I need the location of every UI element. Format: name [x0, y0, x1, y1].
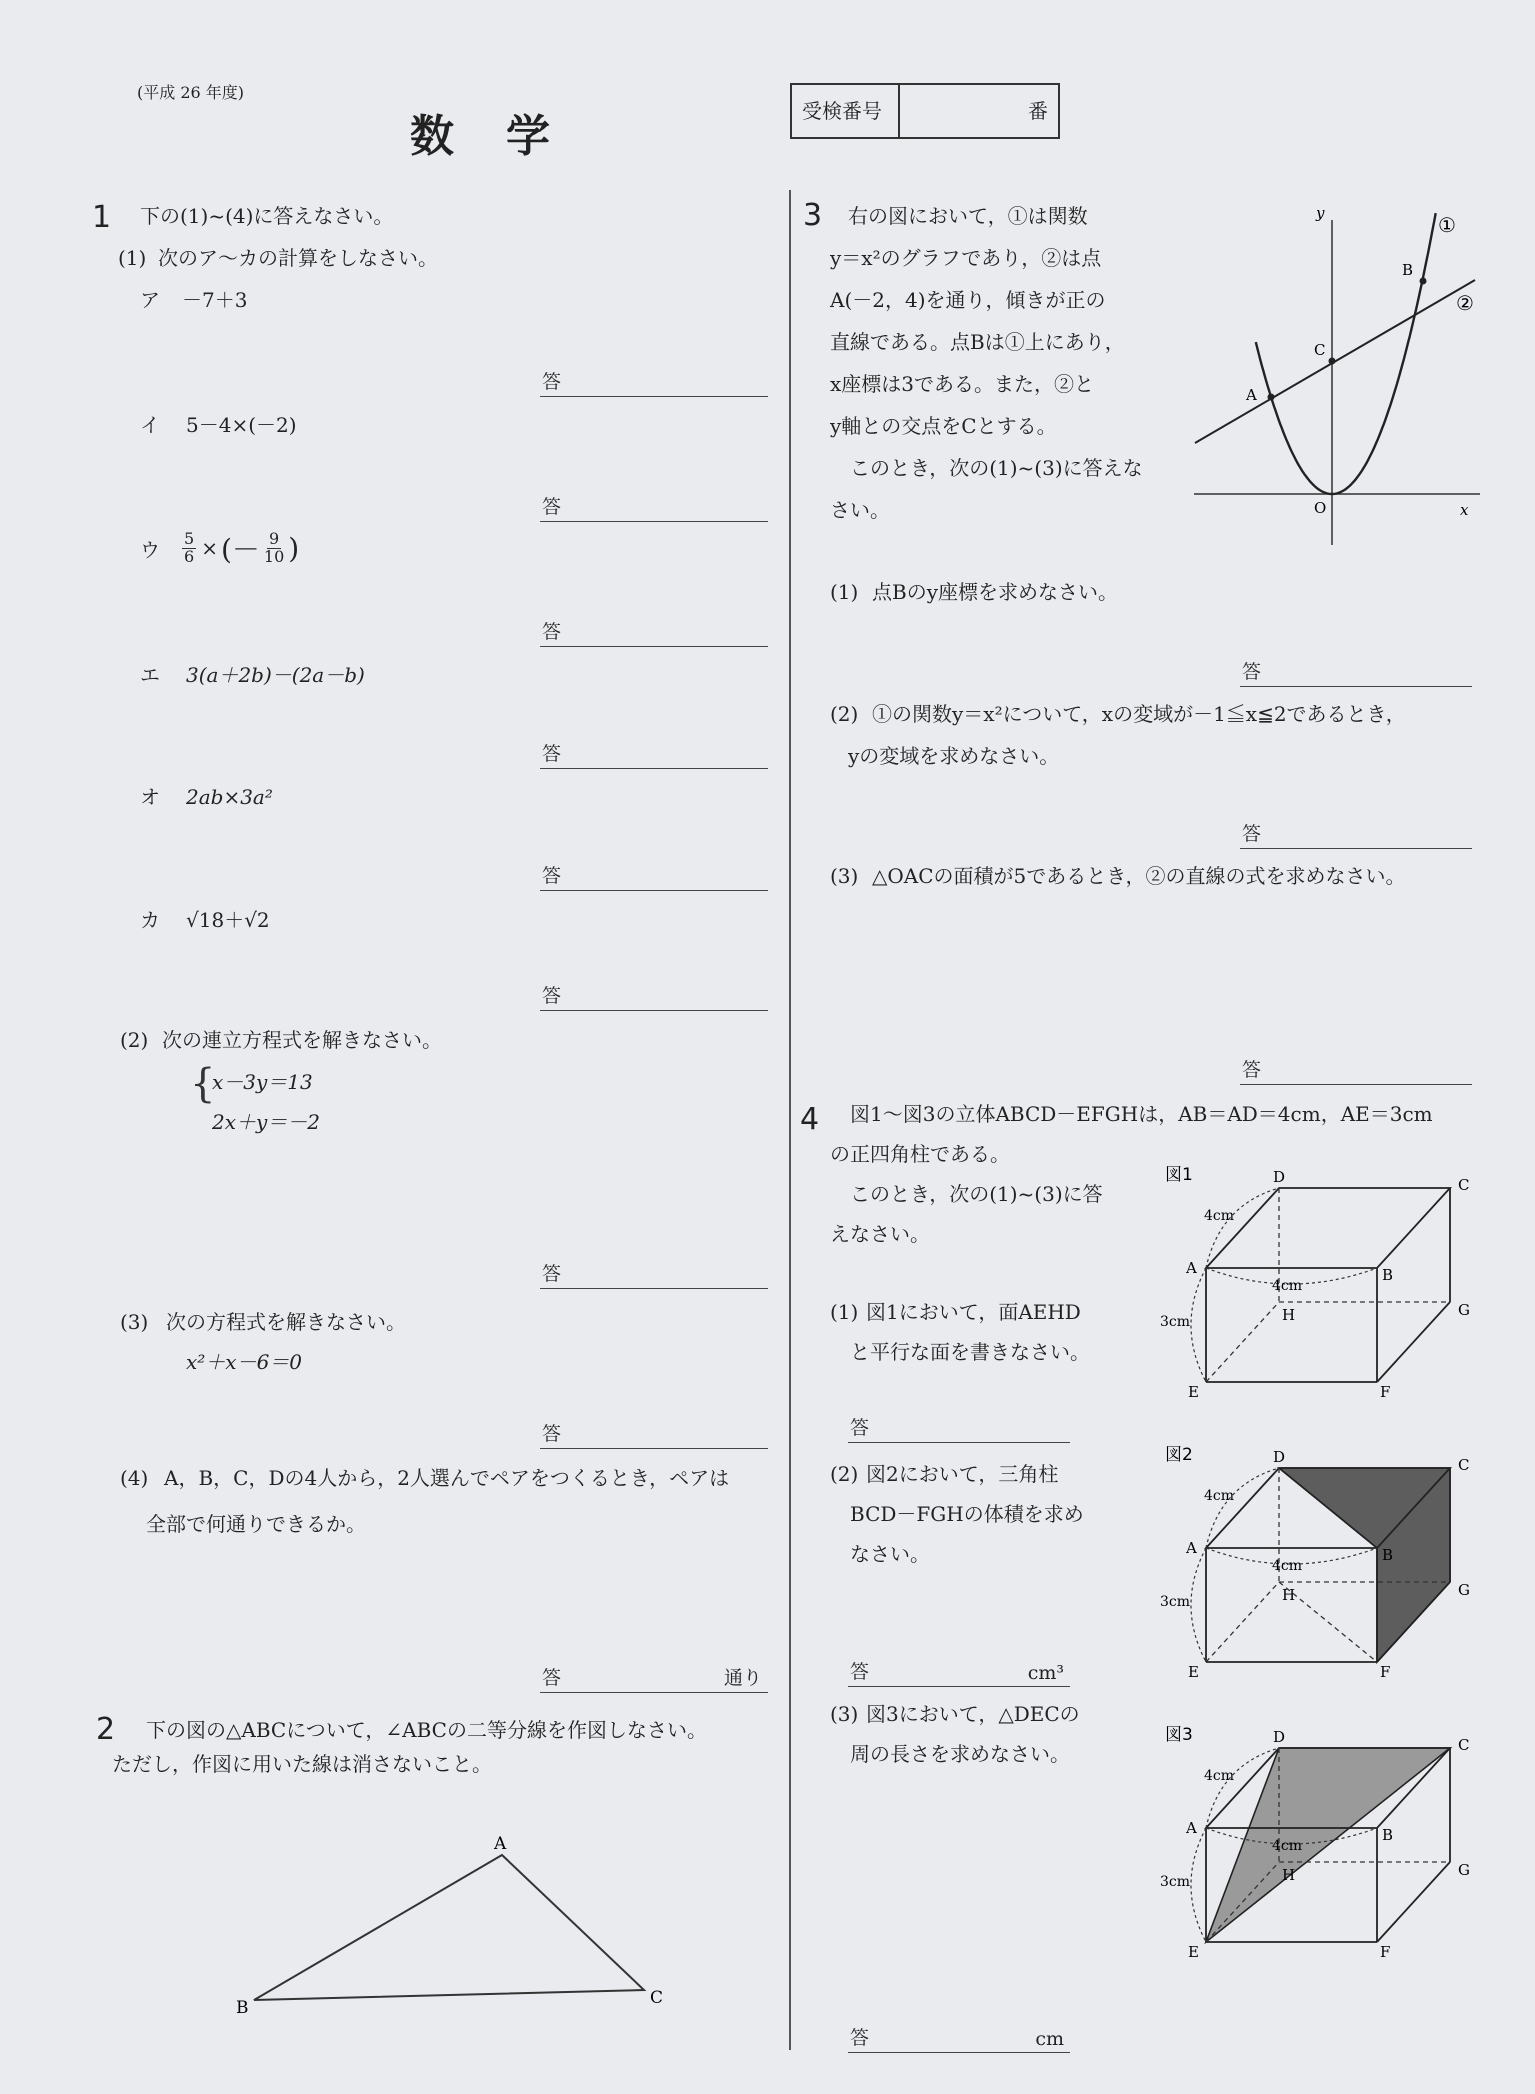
shaded-triangle-dec	[1206, 1748, 1450, 1942]
svg-text:E: E	[1188, 1383, 1199, 1401]
point-b-label: B	[1402, 261, 1414, 279]
figure-2-prism	[1160, 1440, 1480, 1690]
q1-item-i-expr: 5－4×(－2)	[186, 413, 297, 437]
triangle-abc	[254, 1855, 644, 2000]
q2-text2: ただし，作図に用いた線は消さないこと。	[112, 1752, 492, 1776]
svg-text:E: E	[1188, 1943, 1199, 1961]
svg-text:H: H	[1282, 1866, 1296, 1884]
svg-text:C: C	[1458, 1736, 1470, 1754]
q1-item-e-mark: エ	[140, 663, 160, 687]
prism-2	[1160, 1445, 1470, 1681]
q1-p4-text2: 全部で何通りできるか。	[146, 1512, 366, 1536]
svg-text:3cm: 3cm	[1160, 1314, 1191, 1330]
q3-line-3: A(－2，4)を通り，傾きが正の	[830, 288, 1106, 312]
q1-p2-text: 次の連立方程式を解きなさい。	[162, 1028, 442, 1052]
vertex-a-label: A	[494, 1834, 507, 1854]
svg-text:G: G	[1458, 1581, 1470, 1599]
triangle-abc-figure	[220, 1820, 680, 2020]
q1-item-e-expr: 3(a＋2b)－(2a－b)	[186, 663, 365, 687]
svg-text:4cm: 4cm	[1204, 1488, 1235, 1504]
q4-p2-text1: 図2において，三角柱	[866, 1462, 1059, 1486]
exam-number-unit: 番	[1028, 99, 1048, 123]
q4-p1-label: (1)	[830, 1300, 859, 1324]
q1-item-u-expr: $\frac{5}{6}$ × (－ $\frac{9}{10}$ )	[184, 528, 300, 566]
answer-q3-3[interactable]: 答	[1240, 1054, 1472, 1085]
q4-p1-text1: 図1において，面AEHD	[866, 1300, 1081, 1324]
q3-p3-label: (3)	[830, 864, 859, 888]
q3-line-1: 右の図において，①は関数	[848, 204, 1088, 228]
answer-q3-2[interactable]: 答	[1240, 818, 1472, 849]
point-b	[1420, 278, 1427, 285]
answer-q1-3[interactable]: 答	[540, 1418, 768, 1449]
answer-q4-2[interactable]: 答 cm³	[848, 1656, 1070, 1687]
q2-text1: 下の図の△ABCについて，∠ABCの二等分線を作図しなさい。	[146, 1718, 707, 1742]
svg-text:A: A	[1186, 1259, 1197, 1277]
q4-p3-text1: 図3において，△DECの	[866, 1702, 1080, 1726]
q2-number: 2	[96, 1712, 116, 1747]
svg-text:B: B	[1382, 1546, 1394, 1564]
q1-item-o-mark: オ	[140, 785, 160, 809]
graph-1-label: ①	[1438, 213, 1456, 237]
svg-text:4cm: 4cm	[1272, 1278, 1303, 1294]
answer-q4-1[interactable]: 答	[848, 1412, 1070, 1443]
svg-text:4cm: 4cm	[1204, 1208, 1235, 1224]
svg-text:F: F	[1380, 1383, 1391, 1401]
figure-1-prism	[1160, 1160, 1480, 1410]
q3-p2-text1: ①の関数y＝x²について，xの変域が－1≦x≦2であるとき，	[872, 702, 1406, 726]
answer-q1-4[interactable]: 答 通り	[540, 1662, 768, 1693]
point-a-label: A	[1246, 386, 1257, 404]
answer-q1-1ka[interactable]: 答	[540, 980, 768, 1011]
subject-title: 数 学	[410, 111, 554, 162]
q4-number: 4	[800, 1102, 820, 1137]
answer-q1-1u[interactable]: 答	[540, 616, 768, 647]
q1-p2-label: (2)	[120, 1028, 149, 1052]
q1-p1-label: (1)	[118, 246, 147, 270]
svg-text:F: F	[1380, 1663, 1391, 1681]
point-c	[1329, 358, 1336, 365]
q3-line-7: このとき，次の(1)~(3)に答えな	[830, 456, 1143, 480]
q1-item-o-expr: 2ab×3a²	[186, 785, 273, 809]
q3-p1-label: (1)	[830, 580, 859, 604]
svg-text:D: D	[1273, 1728, 1286, 1746]
figure-3-prism	[1160, 1720, 1480, 1970]
answer-q1-1o[interactable]: 答	[540, 860, 768, 891]
q1-p4-label: (4)	[120, 1466, 149, 1490]
point-a	[1268, 394, 1275, 401]
figure-2-title: 図2	[1165, 1445, 1193, 1465]
q3-line-8: さい。	[830, 498, 890, 522]
figure-1-title: 図1	[1165, 1165, 1193, 1185]
q4-text2: の正四角柱である。	[830, 1142, 1010, 1166]
q3-p3-text: △OACの面積が5であるとき，②の直線の式を求めなさい。	[872, 864, 1406, 888]
exam-number-box[interactable]	[790, 83, 1060, 139]
q4-p1-text2: と平行な面を書きなさい。	[850, 1340, 1090, 1364]
svg-text:A: A	[1186, 1819, 1197, 1837]
column-divider	[789, 190, 791, 2050]
q1-item-a-expr: －7＋3	[182, 288, 248, 312]
svg-text:4cm: 4cm	[1204, 1768, 1235, 1784]
svg-text:D: D	[1273, 1168, 1286, 1186]
q4-p2-label: (2)	[830, 1462, 859, 1486]
q3-line-4: 直線である。点Bは①上にあり，	[830, 330, 1125, 354]
q4-text3: このとき，次の(1)~(3)に答	[850, 1182, 1103, 1206]
system-brace: {	[190, 1061, 216, 1107]
q1-p2-eq1: x－3y＝13	[212, 1070, 313, 1094]
figure-3-title: 図3	[1165, 1725, 1193, 1745]
point-c-label: C	[1314, 341, 1326, 359]
origin-label: O	[1314, 499, 1327, 517]
x-axis-label: x	[1460, 501, 1469, 519]
q3-line-5: x座標は3である。また，②と	[830, 372, 1095, 396]
parabola-graph-1	[1256, 213, 1436, 494]
svg-text:D: D	[1273, 1448, 1286, 1466]
graph-2-label: ②	[1456, 291, 1474, 315]
svg-text:3cm: 3cm	[1160, 1594, 1191, 1610]
q3-line-2: y＝x²のグラフであり，②は点	[830, 246, 1102, 270]
q1-intro: 下の(1)~(4)に答えなさい。	[140, 204, 394, 228]
answer-q1-1a[interactable]: 答	[540, 366, 768, 397]
svg-text:B: B	[1382, 1266, 1394, 1284]
q1-item-u-mark: ウ	[140, 538, 160, 562]
svg-text:4cm: 4cm	[1272, 1558, 1303, 1574]
exam-number-label: 受検番号	[802, 99, 882, 123]
svg-text:C: C	[1458, 1456, 1470, 1474]
year-label: (平成 26 年度)	[137, 83, 245, 102]
q3-p2-text2: yの変域を求めなさい。	[848, 744, 1060, 768]
q1-p4-text1: A，B，C，Dの4人から，2人選んでペアをつくるとき，ペアは	[164, 1466, 730, 1490]
q4-p3-text2: 周の長さを求めなさい。	[850, 1742, 1070, 1766]
prism-1	[1160, 1165, 1470, 1401]
svg-text:A: A	[1186, 1539, 1197, 1557]
answer-q3-1[interactable]: 答	[1240, 656, 1472, 687]
svg-text:B: B	[1382, 1826, 1394, 1844]
q3-p1-text: 点Bのy座標を求めなさい。	[872, 580, 1118, 604]
svg-text:G: G	[1458, 1861, 1470, 1879]
q1-number: 1	[92, 200, 112, 235]
q4-text1: 図1～図3の立体ABCD－EFGHは，AB＝AD＝4cm，AE＝3cm	[850, 1102, 1433, 1126]
svg-text:E: E	[1188, 1663, 1199, 1681]
q4-p2-text2: BCD－FGHの体積を求め	[850, 1502, 1084, 1526]
answer-q1-1i[interactable]: 答	[540, 491, 768, 522]
svg-text:H: H	[1282, 1306, 1296, 1324]
y-axis-label: y	[1316, 204, 1325, 222]
vertex-c-label: C	[650, 1988, 664, 2008]
answer-q4-3[interactable]: 答 cm	[848, 2022, 1070, 2053]
svg-text:F: F	[1380, 1943, 1391, 1961]
svg-text:G: G	[1458, 1301, 1470, 1319]
answer-q1-1e[interactable]: 答	[540, 738, 768, 769]
vertex-b-label: B	[236, 1998, 249, 2018]
answer-q1-2[interactable]: 答	[540, 1258, 768, 1289]
q3-p2-label: (2)	[830, 702, 859, 726]
svg-text:3cm: 3cm	[1160, 1874, 1191, 1890]
q1-item-i-mark: イ	[140, 413, 160, 437]
q1-item-ka-mark: カ	[140, 908, 160, 932]
svg-text:H: H	[1282, 1586, 1296, 1604]
q1-p3-text: 次の方程式を解きなさい。	[166, 1310, 406, 1334]
q1-p3-label: (3)	[120, 1310, 149, 1334]
q3-line-6: y軸との交点をCとする。	[830, 414, 1057, 438]
q1-item-a-mark: ア	[140, 288, 160, 312]
q4-p2-text3: なさい。	[850, 1542, 930, 1566]
q1-item-ka-expr: √18＋√2	[186, 908, 270, 932]
q3-graph	[1190, 200, 1490, 550]
svg-text:C: C	[1458, 1176, 1470, 1194]
q4-p3-label: (3)	[830, 1702, 859, 1726]
q4-text4: えなさい。	[830, 1222, 930, 1246]
svg-text:4cm: 4cm	[1272, 1838, 1303, 1854]
q1-p2-eq2: 2x＋y＝－2	[212, 1110, 321, 1134]
q1-p3-eq: x²＋x－6＝0	[186, 1350, 303, 1374]
prism-3	[1160, 1725, 1470, 1961]
q1-p1-text: 次のア～カの計算をしなさい。	[158, 246, 438, 270]
q3-number: 3	[803, 198, 823, 233]
